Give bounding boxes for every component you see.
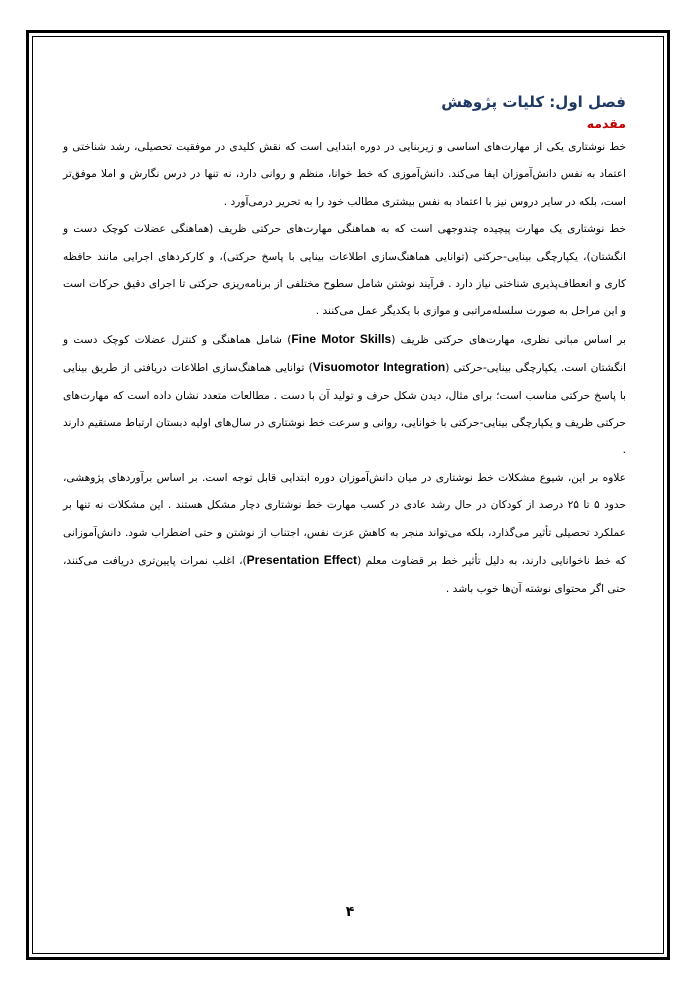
paragraph-3-text-before: بر اساس مبانی نظری، مهارت‌های حرکتی ظریف ( [391, 333, 626, 346]
paragraph-4-text-after: )، اغلب نمرات پایین‌تری دریافت می‌کنند، حتی اگر محتوای نوشته آن‌ها خوب باشد . [63, 555, 626, 595]
paragraph-1-text: خط نوشتاری یکی از مهارت‌های اساسی و زیربنایی در دوره ابتدایی است که نقش کلیدی در موفقیت تحصیلی، رشد شناختی و اعتماد به نفس دانش‌آموزان ایفا می‌کند. دانش‌آموزی که خط خوانا، منظم و روانی دارد، نه تنها در درس نگارش و املا موفق‌تر است، بلکه در سایر دروس نیز با اعتماد به نفس بیشتری مطالب خود را به تحریر درمی‌آورد . [63, 141, 626, 208]
chapter-title: فصل اول: کلیات پژوهش [441, 93, 626, 111]
paragraph-4 [63, 465, 626, 603]
section-title: مقدمه [586, 116, 626, 131]
page-number: ۴ [345, 904, 355, 920]
paragraph-3-text-middle: ) شامل هماهنگی و کنترل عضلات کوچک دست و انگشتان است. یکپارچگی بینایی-حرکتی ( [63, 333, 626, 375]
paragraph-2-text: خط نوشتاری یک مهارت پیچیده چندوجهی است که به هماهنگی مهارت‌های حرکتی ظریف (هماهنگی عضلات کوچک دست و انگشتان)، یکپارچگی بینایی-حرکتی (توانایی هماهنگ‌سازی اطلاعات بینایی با پاسخ حرکتی)، و کارکردهای اجرایی مانند حافظه کاری و انعطاف‌پذیری شناختی نیاز دارد . فرآیند نوشتن شامل سطوح مختلفی از برنامه‌ریزی حرکتی تا اجرای دقیق حرکات است و این مراحل به صورت سلسله‌مراتبی و موازی با یکدیگر عمل می‌کنند . [63, 223, 626, 318]
paragraph-4-text-before: علاوه بر این، شیوع مشکلات خط نوشتاری در میان دانش‌آموزان دوره ابتدایی قابل توجه است. بر اساس برآوردهای پژوهشی، حدود ۵ تا ۲۵ درصد از کودکان در حال رشد عادی در کسب مهارت خط نوشتاری دچار مشکل هستند . این مشکلات نه تنها بر عملکرد تحصیلی تأثیر می‌گذارد، بلکه می‌تواند منجر به کاهش عزت نفس، اجتناب از نوشتن و حتی اضطراب شود. دانش‌آموزانی که خط ناخوانایی دارند، به دلیل تأثیر خط بر قضاوت معلم ( [63, 471, 627, 568]
paragraph-3-text-after: ) توانایی هماهنگ‌سازی اطلاعات دریافتی از طریق بینایی با پاسخ حرکتی مناسب است؛ برای مثال، دیدن شکل حرف و تولید آن با دست . مطالعات متعدد نشان داده است که مهارت‌های حرکتی ظریف و یکپارچگی بینایی-حرکتی با خوانایی، روانی و سرعت خط نوشتاری در سال‌های اولیه دبستان ارتباط مستقیم دارند . [63, 362, 626, 457]
paragraph-2 [63, 216, 626, 326]
paragraph-1 [63, 134, 626, 216]
document-body [63, 90, 626, 603]
term-fine-motor-skills: Fine Motor Skills [291, 331, 392, 346]
paragraph-3 [63, 326, 626, 465]
term-presentation-effect: Presentation Effect [246, 553, 358, 568]
term-visuomotor-integration: Visuomotor Integration [312, 360, 446, 375]
